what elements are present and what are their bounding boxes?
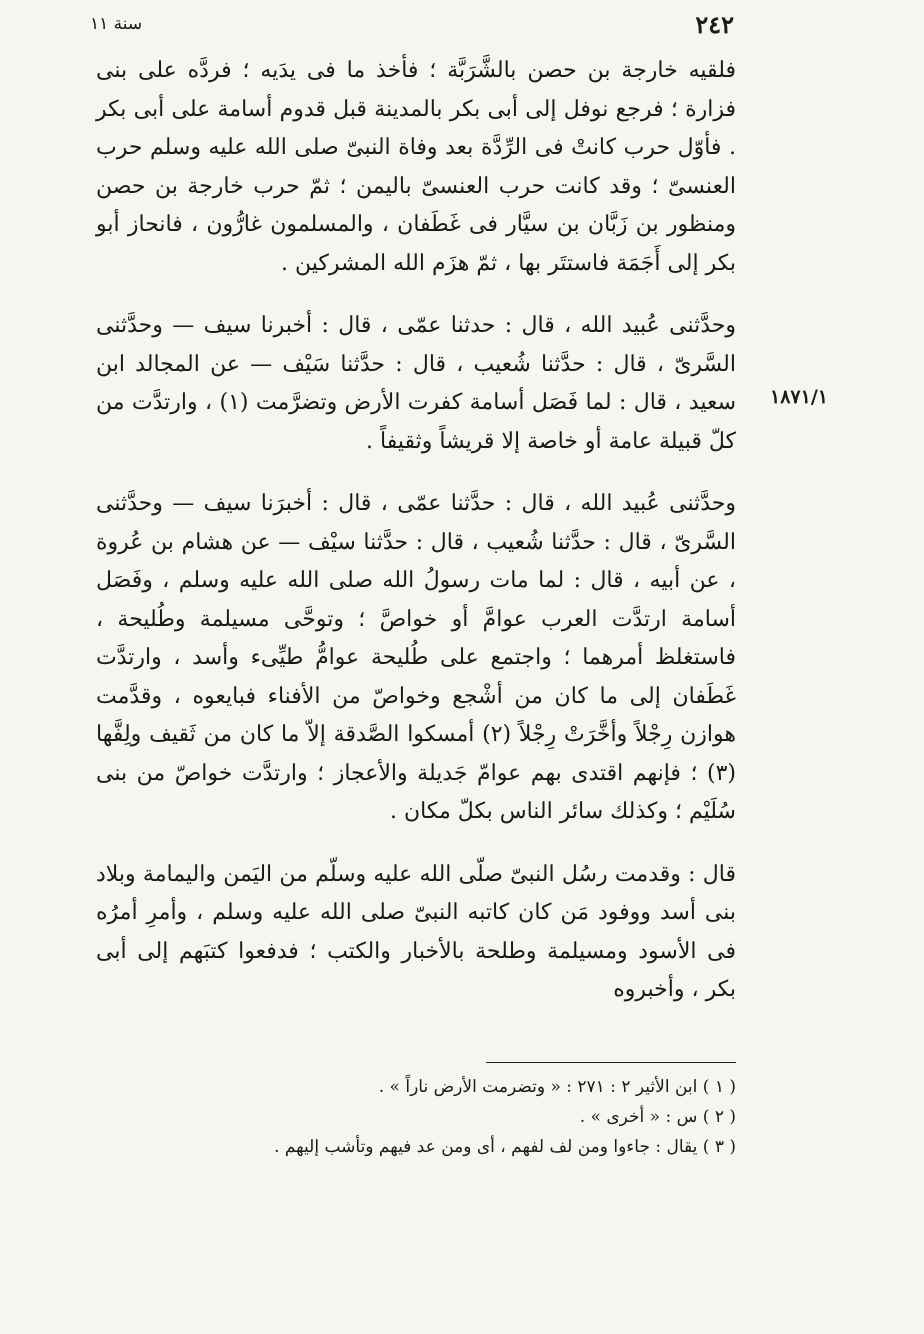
footnotes <box>96 1072 736 1162</box>
page-header <box>90 10 734 40</box>
footnote: ( ٣ ) يقال : جاءوا ومن لف لفهم ، أى ومن عد فيهم وتأشب إليهم . <box>274 1137 736 1157</box>
footnote-divider <box>486 1062 736 1063</box>
main-text <box>96 52 736 1010</box>
margin-reference: ١٨٧١/١ <box>770 386 828 408</box>
paragraph: وحدَّثنى عُبيد الله ، قال : حدثنا عمّى ، قال : أخبرنا سيف — وحدَّثنى السَّرىّ ، قال : حدَّثنا شُعيب ، قال : حدَّثنا سَيْف — عن المجالد ابن سعيد ، قال : لما فَصَل أسامة كفرت الأرض وتضرَّمت (١) ، وارتدَّت من كلّ قبيلة عامة أو خاصة إلا قريشاً وثقيفاً . <box>96 313 736 454</box>
footnote: ( ١ ) ابن الأثير ٢ : ٢٧١ : « وتضرمت الأرض ناراً » . <box>378 1077 736 1097</box>
footnote: ( ٢ ) س : « أخرى » . <box>579 1107 736 1127</box>
paragraph: قال : وقدمت رسُل النبىّ صلّى الله عليه وسلّم من اليَمن واليمامة وبلاد بنى أسد ووفود مَن كان كاتبه النبىّ صلى الله عليه وسلم ، وأمرِ أمرُه فى الأسود ومسيلمة وطلحة بالأخبار والكتب ؛ فدفعوا كتبَهم إلى أبى بكر ، وأخبروه <box>96 861 736 1002</box>
running-head-year: سنة ١١ <box>90 14 143 34</box>
paragraph: وحدَّثنى عُبيد الله ، قال : حدَّثنا عمّى ، قال : أخبرَنا سيف — وحدَّثنى السَّرىّ ، قال : حدَّثنا شُعيب ، قال : حدَّثنا سيْف — عن هشام بن عُروة ، عن أبيه ، قال : لما مات رسولُ الله صلى الله عليه وسلم ، وفَصَل أسامة ارتدَّت العرب عوامَّ أو خواصَّ ؛ وتوحَّى مسيلمة وطُليحة ، فاستغلظ أمرهما ؛ واجتمع على طُليحة عوامُّ طيِّىء وأسد ، وارتدَّت غَطَفان إلى ما كان من أشْجع وخواصّ من الأفناء فبايعوه ، وقدَّمت هوازن رِجْلاً وأخَّرَتْ رِجْلاً (٢) أمسكوا الصَّدقة إلاّ ما كان من ثَقيف ولِفَّها (٣) ؛ فإنهم اقتدى بهم عوامّ جَديلة والأعجاز ؛ وارتدَّت خواصّ من بنى سُلَيْم ؛ وكذلك سائر الناس بكلّ مكان . <box>96 491 736 824</box>
paragraph: فلقيه خارجة بن حصن بالشَّرَبَّة ؛ فأخذ ما فى يدَيه ؛ فردَّه على بنى فزارة ؛ فرجع نوفل إلى أبى بكر بالمدينة قبل قدوم أسامة على أبى بكر . فأوّل حرب كانتْ فى الرِّدَّة بعد وفاة النبىّ صلى الله عليه وسلم حرب العنسىّ ؛ وقد كانت حرب العنسىّ باليمن ؛ ثمّ حرب خارجة بن حصن ومنظور بن زَبَّان بن سيَّار فى غَطَفان ، والمسلمون غارُّون ، فانحاز أبو بكر إلى أَجَمَة فاستتَر بها ، ثمّ هزَم الله المشركين . <box>96 58 736 276</box>
page-number: ٢٤٢ <box>695 10 734 39</box>
